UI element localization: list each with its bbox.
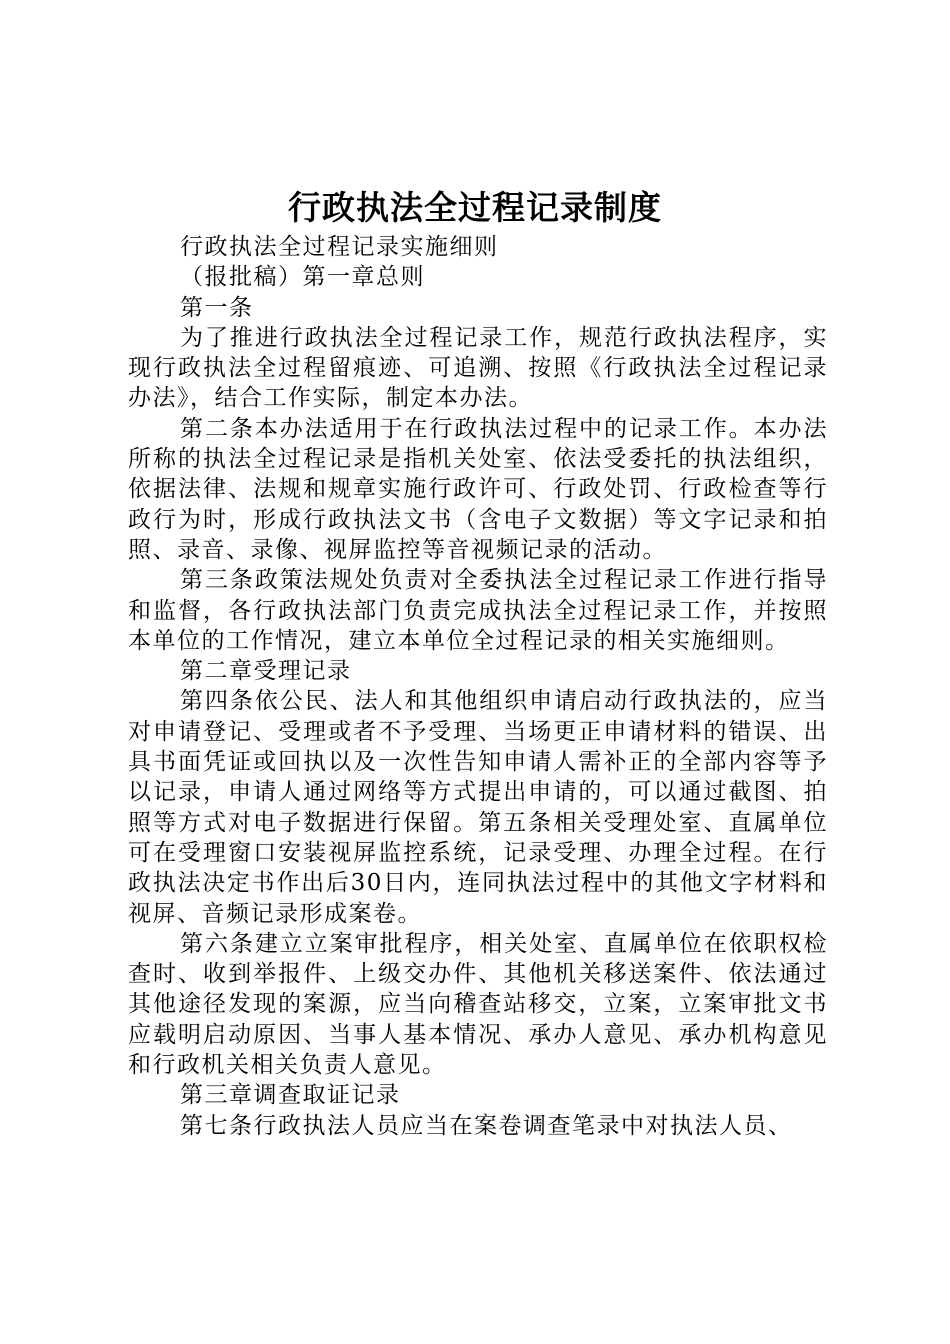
paragraph-chapter-1-heading: （报批稿）第一章总则 xyxy=(180,264,425,291)
paragraph-article-7: 第七条行政执法人员应当在案卷调查笔录中对执法人员、 xyxy=(180,1112,793,1139)
paragraph-article-3: 第三条政策法规处负责对全委执法全过程记录工作进行指导和监督，各行政执法部门负责完成执法全过程记录工作，并按照本单位的工作情况，建立本单位全过程记录的相关实施细则。 xyxy=(128,567,828,654)
paragraph-chapter-2-heading: 第二章受理记录 xyxy=(180,658,352,685)
paragraph-article-1: 为了推进行政执法全过程记录工作，规范行政执法程序，实现行政执法全过程留痕迹、可追溯、按照《行政执法全过程记录办法》，结合工作实际，制定本办法。 xyxy=(128,324,828,412)
paragraph-article-2: 第二条本办法适用于在行政执法过程中的记录工作。本办法所称的执法全过程记录是指机关处室、依法受委托的执法组织，依据法律、法规和规章实施行政许可、行政处罚、行政检查等行政行为时，形成行政执法文书（含电子文数据）等文字记录和拍照、录音、录像、视屏监控等音视频记录的活动。 xyxy=(128,415,828,563)
paragraph-article-4-5: 第四条依公民、法人和其他组织申请启动行政执法的，应当对申请登记、受理或者不予受理、当场更正申请材料的错误、出具书面凭证或回执以及一次性告知申请人需补正的全部内容等予以记录，申请人通过网络等方式提出申请的，可以通过截图、拍照等方式对电子数据进行保留。第五条相关受理处室、直属单位可在受理窗口安装视屏监控系统，记录受理、办理全过程。在行政执法决定书作出后30日内，连同执法过程中的其他文字材料和视屏、音频记录形成案卷。 xyxy=(128,688,828,927)
paragraph-subtitle: 行政执法全过程记录实施细则 xyxy=(180,234,499,260)
paragraph-article-1-heading: 第一条 xyxy=(180,294,254,321)
document-title: 行政执法全过程记录制度 xyxy=(288,188,662,227)
document-body xyxy=(128,232,828,1141)
paragraph-article-6: 第六条建立立案审批程序，相关处室、直属单位在依职权检查时、收到举报件、上级交办件、其他机关移送案件、依法通过其他途径发现的案源，应当向稽查站移交，立案，立案审批文书应载明启动原因、当事人基本情况、承办人意见、承办机构意见和行政机关相关负责人意见。 xyxy=(128,930,828,1079)
paragraph-chapter-3-heading: 第三章调查取证记录 xyxy=(180,1082,401,1109)
